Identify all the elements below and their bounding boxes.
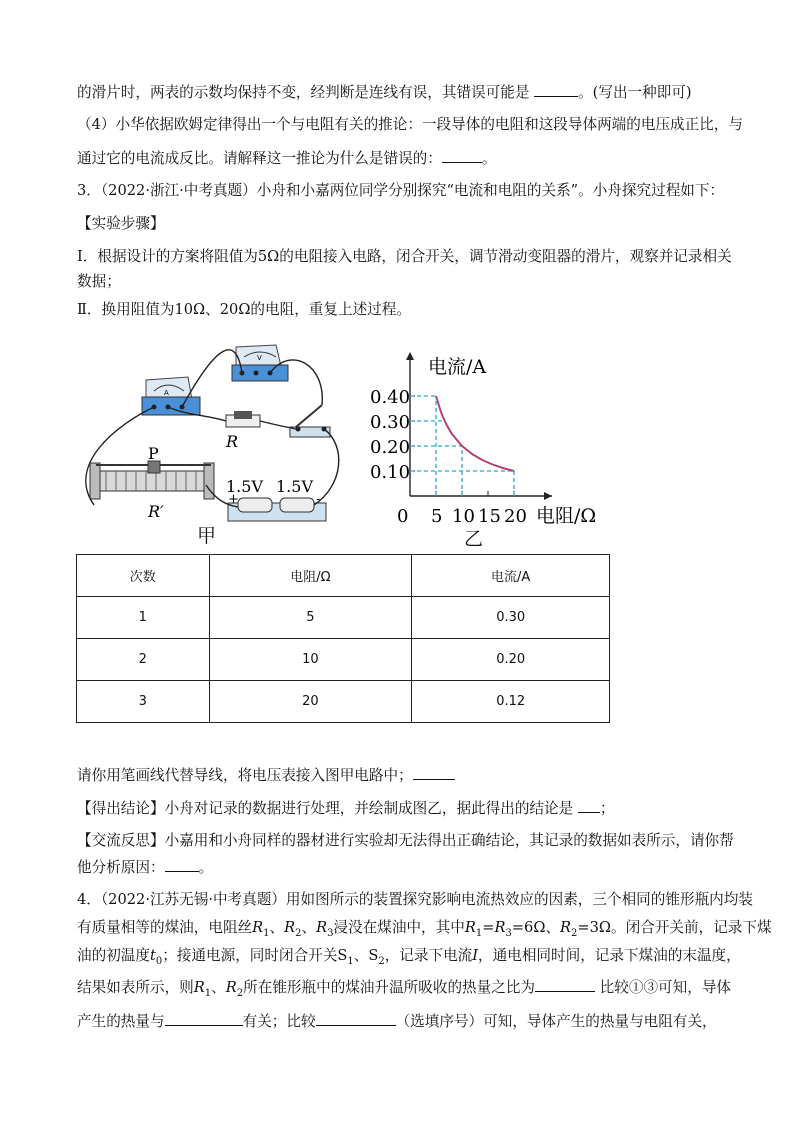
- question-4-line-3: 油的初温度$t_0$；接通电源，同时闭合开关$S_1$、$S_2$，记录下电流I，通电相同时间，记录下煤油的末温度，: [77, 947, 741, 967]
- text-line-9: 请你用笔画线代替导线，将电压表接入图甲电路中；: [77, 765, 455, 786]
- svg-text:V: V: [257, 354, 262, 362]
- data-table: [76, 554, 610, 723]
- answer-blank: [442, 148, 482, 163]
- question-4-title: 4．（2022·江苏无锡·中考真题）用如图所示的装置探究影响电流热效应的因素，三个相同的锥形瓶内均装: [77, 891, 753, 908]
- reflection-line: 【交流反思】小嘉用和小舟同样的器材进行实验却无法得出正确结论，其记录的数据如表所示，请你帮: [77, 832, 734, 849]
- y-axis-arrow: [406, 352, 414, 360]
- circuit-figure-jia: [76, 335, 351, 545]
- resistor-icon: [226, 411, 260, 427]
- conclusion-line: 【得出结论】小舟对记录的数据进行处理，并绘制成图乙，据此得出的结论是 ；: [77, 800, 615, 817]
- table-header: 电阻/Ω: [209, 555, 412, 597]
- table-header-row: [77, 555, 610, 597]
- x-tick-label: 5: [431, 506, 443, 527]
- question-4-line-4: 结果如表所示，则$R_1$、$R_2$所在锥形瓶中的煤油升温所吸收的热量之比为 比较①③可知，导体: [77, 979, 732, 999]
- section-steps: 【实验步骤】: [77, 215, 165, 232]
- x-tick-label: 10: [452, 506, 475, 527]
- y-axis-label: 电流/A: [428, 356, 487, 378]
- x-axis-arrow: [544, 492, 552, 500]
- x-tick-label: 15: [478, 506, 501, 527]
- answer-blank: [578, 798, 600, 813]
- table-cell: 0.20: [412, 639, 610, 681]
- table-row: [77, 639, 610, 681]
- answer-blank: [165, 1011, 243, 1026]
- table-cell: 1: [77, 597, 210, 639]
- chart-figure-yi: [362, 348, 612, 528]
- answer-blank: [165, 857, 199, 872]
- table-cell: 3: [77, 681, 210, 723]
- answer-blank: [413, 765, 455, 780]
- table-header: 次数: [77, 555, 210, 597]
- text-line-3: 通过它的电流成反比。请解释这一推论为什么是错误的： 。: [77, 150, 497, 167]
- table-cell: 20: [209, 681, 412, 723]
- table-cell: 10: [209, 639, 412, 681]
- table-cell: 2: [77, 639, 210, 681]
- text-line-1: 的滑片时，两表的示数均保持不变，经判断是连线有误，其错误可能是 。(写出一种即可): [77, 84, 692, 101]
- y-tick-label: 0.20: [370, 437, 411, 458]
- svg-text:A: A: [164, 389, 169, 397]
- answer-blank: [534, 82, 578, 97]
- battery-icon: [228, 498, 326, 521]
- rheostat-icon: [90, 461, 214, 499]
- label-voltage-2: 1.5V: [276, 477, 313, 496]
- step-2: Ⅱ．换用阻值为10Ω、20Ω的电阻，重复上述过程。: [77, 301, 411, 318]
- x-axis-label: 电阻/Ω: [536, 505, 597, 527]
- question-4-line-2: 有质量相等的煤油，电阻丝$R_1$、$R_2$、$R_3$浸没在煤油中，其中$R_1=R_3=6\Omega$、$R_2=3\Omega$。闭合开关前，记录下煤: [77, 919, 772, 939]
- table-header: 电流/A: [412, 555, 610, 597]
- x-tick-label: 0: [397, 506, 409, 527]
- label-Rprime: R′: [148, 502, 164, 521]
- question-4-line-5: 产生的热量与 有关；比较 （选填序号）可知，导体产生的热量与电阻有关，: [77, 1013, 717, 1030]
- label-plus: +: [228, 492, 239, 507]
- reflection-line-2: 他分析原因： 。: [77, 859, 214, 876]
- label-minus: -: [316, 492, 321, 507]
- x-tick-label: 20: [504, 506, 527, 527]
- current-curve: [436, 396, 514, 471]
- table-row: [77, 681, 610, 723]
- label-P: P: [148, 444, 159, 463]
- answer-blank: [535, 977, 595, 992]
- y-tick-label: 0.10: [370, 462, 411, 483]
- step-1: Ⅰ．根据设计的方案将阻值为5Ω的电阻接入电路，闭合开关，调节滑动变阻器的滑片，观察并记录相关: [77, 248, 732, 265]
- question-3-title: 3．（2022·浙江·中考真题）小舟和小嘉两位同学分别探究“电流和电阻的关系”。小舟探究过程如下：: [77, 182, 725, 199]
- table-cell: 0.12: [412, 681, 610, 723]
- table-row: [77, 597, 610, 639]
- answer-blank: [316, 1011, 396, 1026]
- label-R: R: [226, 432, 239, 451]
- switch-icon: [290, 405, 330, 437]
- table-cell: 0.30: [412, 597, 610, 639]
- caption-yi: 乙: [464, 528, 484, 550]
- text-line-2: （4）小华依据欧姆定律得出一个与电阻有关的推论：一段导体的电阻和这段导体两端的电压成正比，与: [77, 116, 744, 133]
- step-1-cont: 数据；: [77, 273, 121, 290]
- y-tick-label: 0.40: [370, 387, 411, 408]
- label-voltage-1: 1.5V: [226, 477, 263, 496]
- y-tick-label: 0.30: [370, 412, 411, 433]
- table-cell: 5: [209, 597, 412, 639]
- caption-jia: 甲: [197, 525, 217, 547]
